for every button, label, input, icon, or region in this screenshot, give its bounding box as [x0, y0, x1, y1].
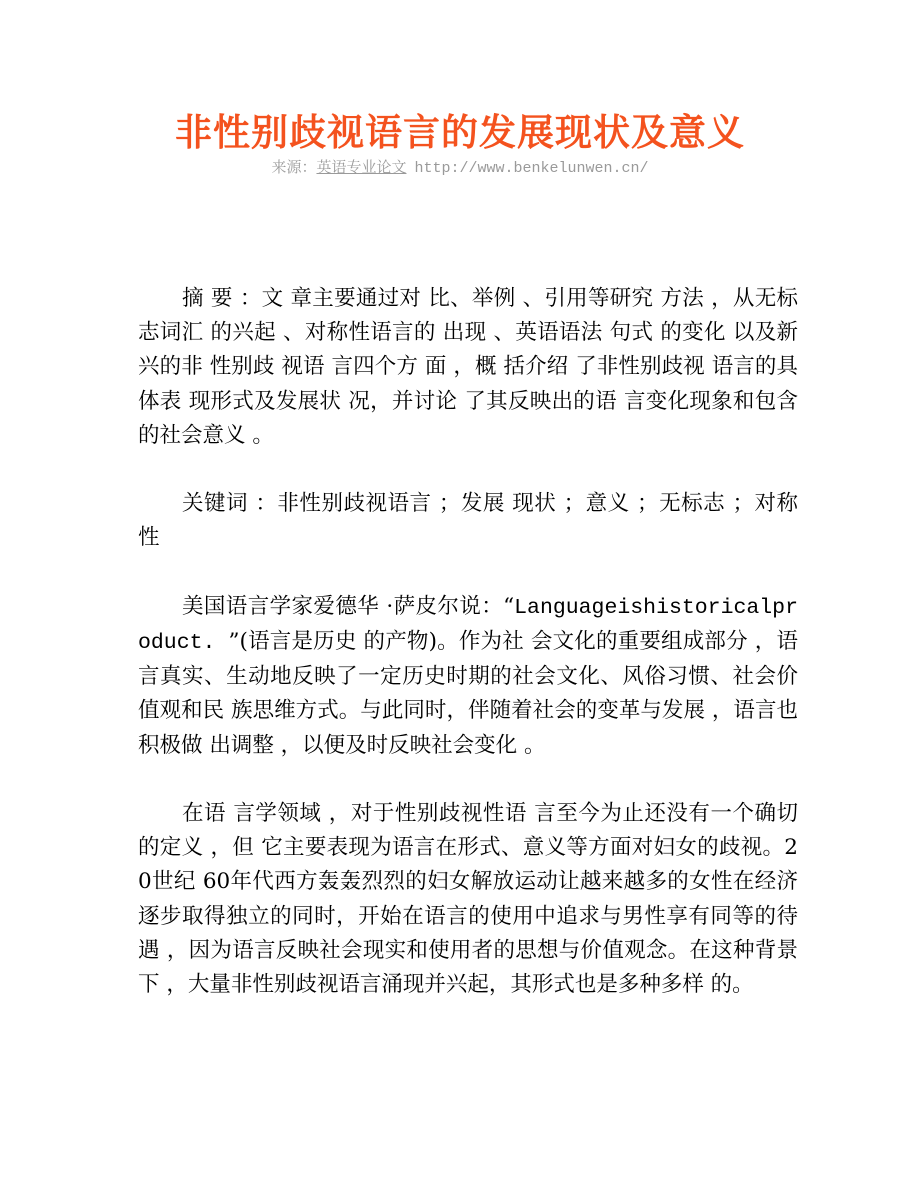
body-paragraph: 在语 言学领域 ，对于性别歧视性语 言至今为止还没有一个确切 的定义 ，但 它主要表现为语言在形式、意义等方面对妇女的歧视。20世纪 60年代西方轰轰烈烈的妇女解放运动让越来越多的女性在经济逐步取得独立的同时，开始在语言的使用中追求与男性享有同等的待遇 ，因为语言反映社会现实和使用者的思想与价值观念。在这种背景下 ，大量非性别歧视语言涌现并兴起，其形式也是多种多样 的。	[138, 801, 798, 998]
abstract-paragraph: 摘 要 ：文 章主要通过对 比、举例 、引用等研究 方法 ，从无标 志词汇 的兴起 、对称性语言的 出现 、英语语法 句式 的变化 以及新兴的非 性别歧 视语 言四个方 面 ，概 括介绍 了非性别歧视 语言的具体表 现形式及发展状 况，并讨论 了其反映出的语 言变化现象和包含的社会意义 。	[138, 286, 798, 448]
english-quote: Languageishistoricalproduct.	[138, 595, 798, 655]
source-prefix: 来源：	[271, 158, 317, 176]
source-url: http://www.benkelunwen.cn/	[414, 160, 649, 177]
paragraph-text-after: ”(语言是历史 的产物)。作为社 会文化的重要组成部分 ，语言真实、生动地反映了一定历史时期的社会文化、风俗习惯、社会价值观和民 族思维方式。与此同时，伴随着社会的变革与发展 ，语言也积极做 出调整 ，以便及时反映社会变化 。	[138, 629, 798, 758]
source-link[interactable]: 英语专业论文	[316, 158, 407, 176]
keywords-paragraph: 关键词 ：非性别歧视语言 ；发展 现状 ；意义 ；无标志 ；对称性	[138, 491, 798, 551]
body-paragraph	[138, 590, 798, 763]
paragraph-text-before: 美国语言学家爱德华 ·萨皮尔说：“	[182, 593, 515, 619]
article-body	[138, 282, 798, 1036]
source-line	[0, 156, 920, 180]
document-title: 非性别歧视语言的发展现状及意义	[175, 110, 745, 154]
